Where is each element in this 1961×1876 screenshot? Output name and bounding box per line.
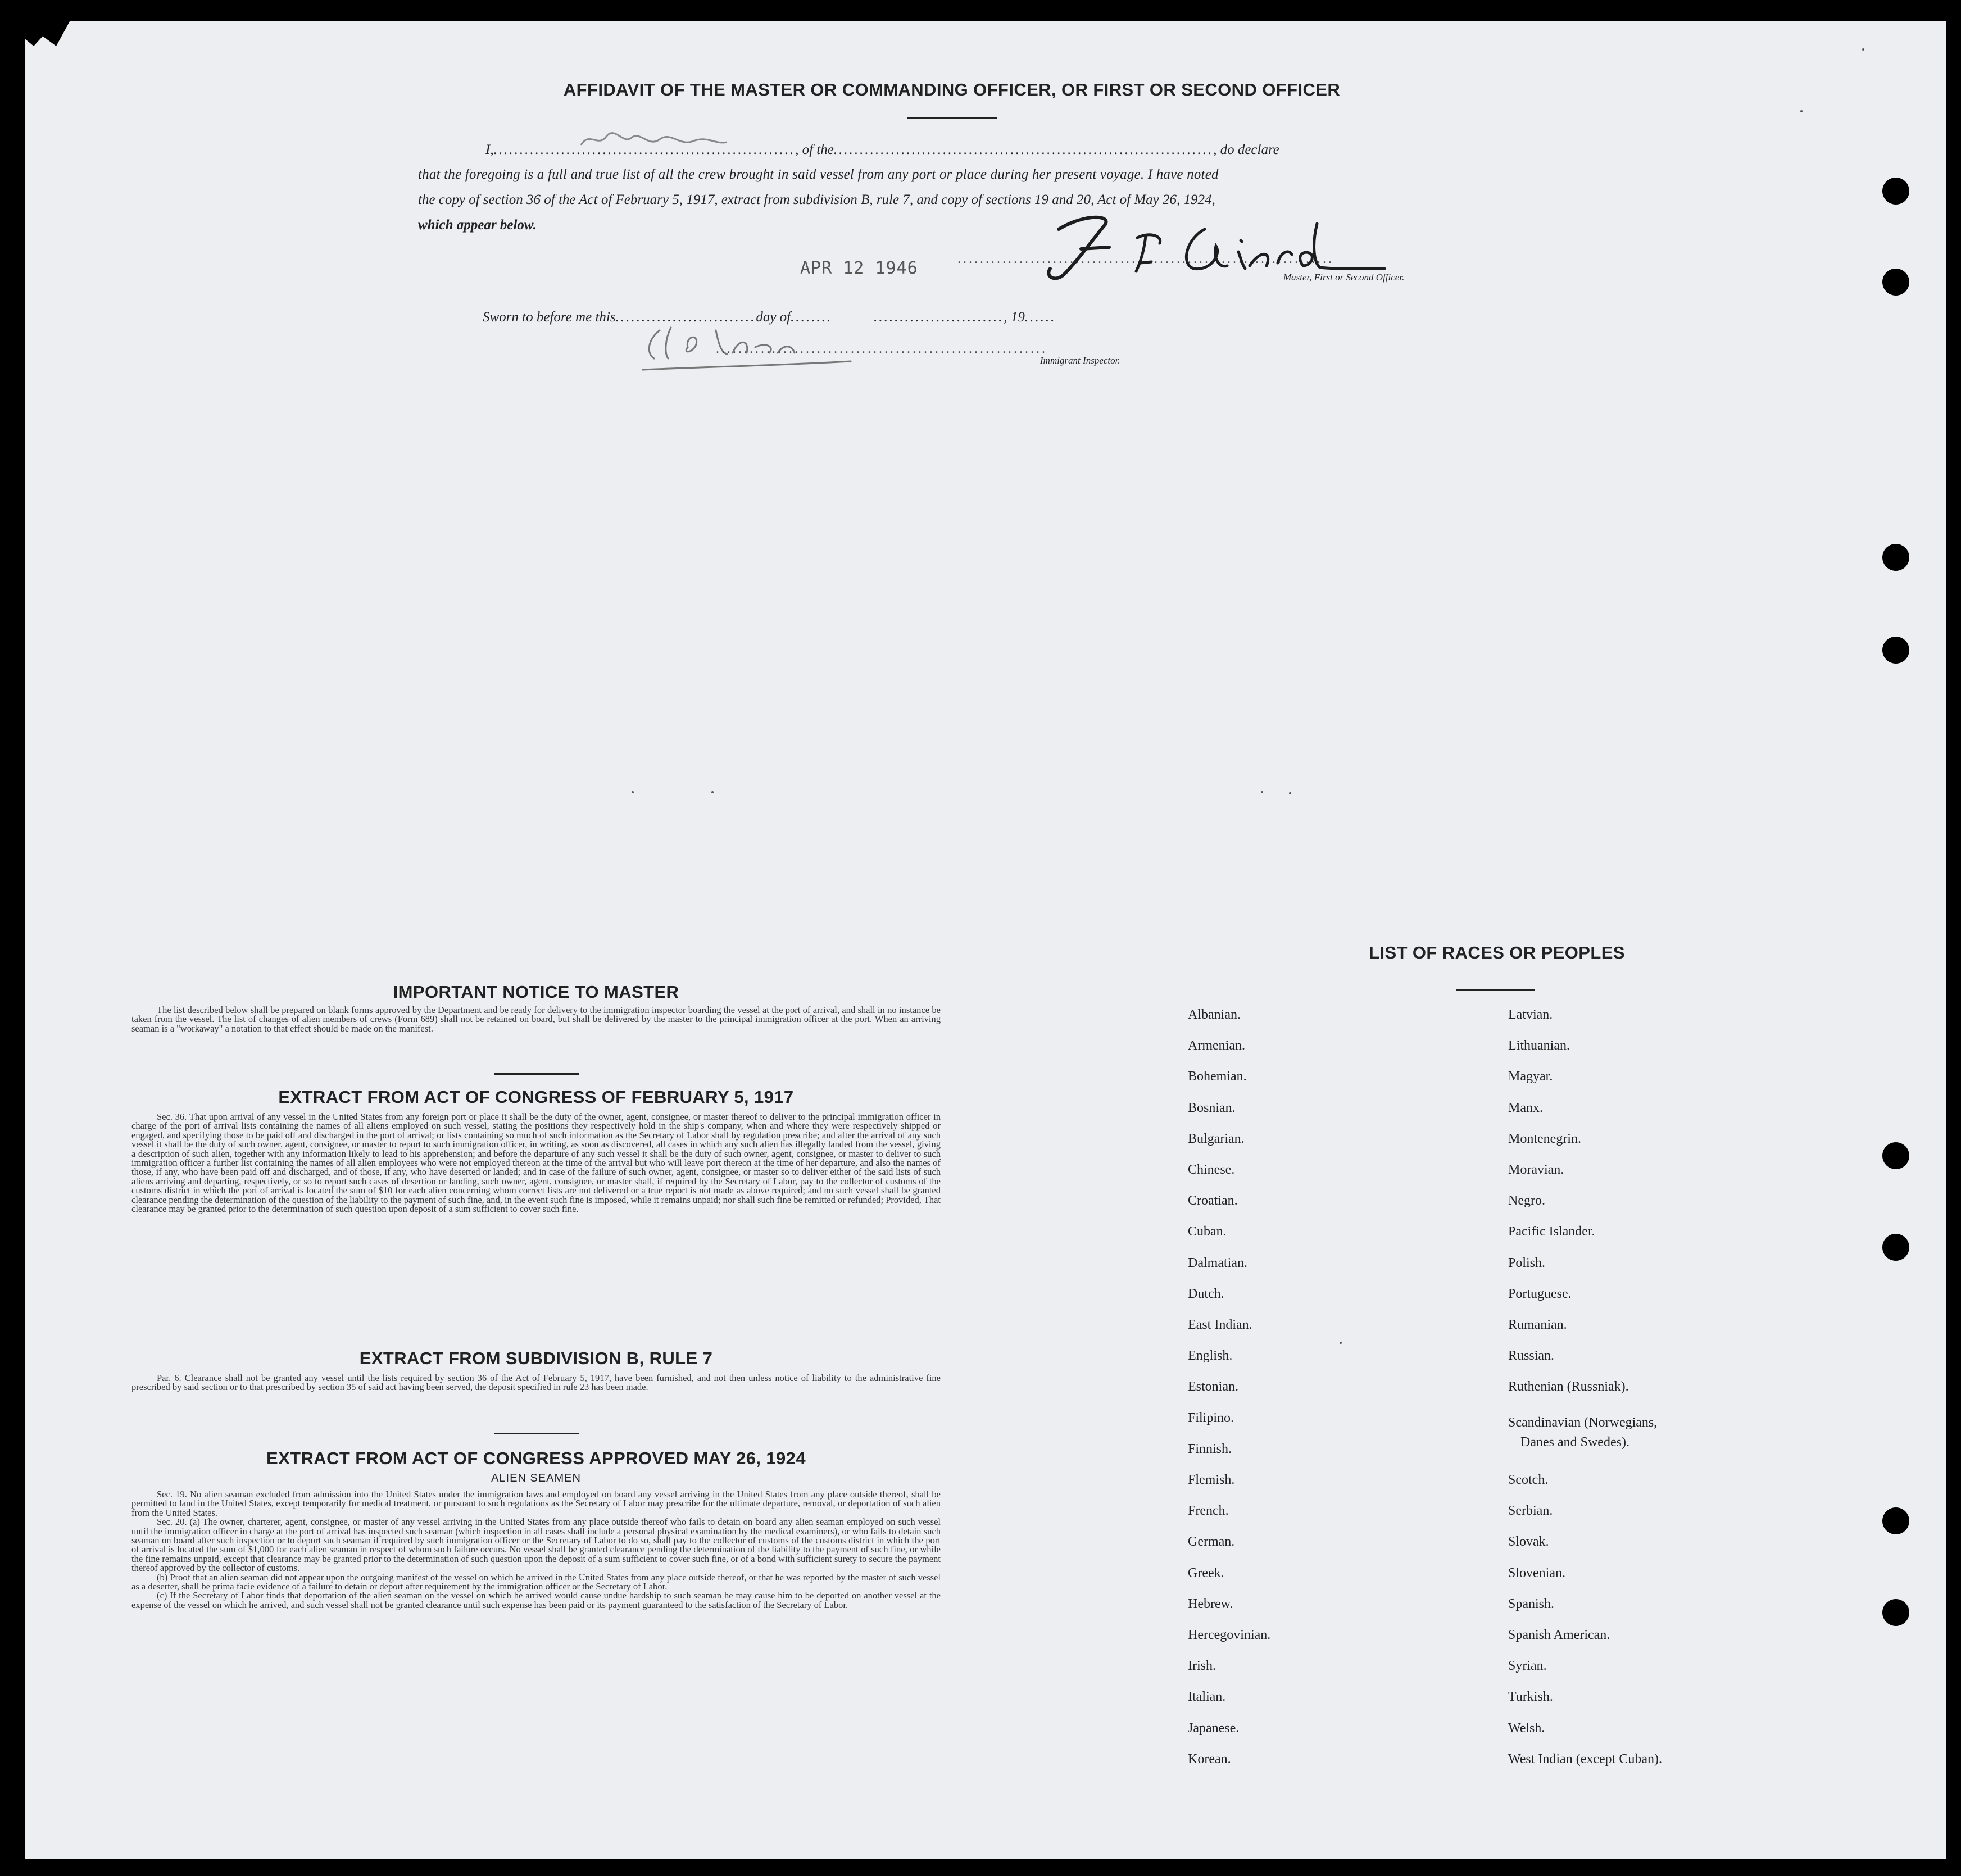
punch-hole: [1882, 637, 1909, 664]
race-item: Dutch.: [1188, 1286, 1224, 1301]
race-item: West Indian (except Cuban).: [1508, 1751, 1662, 1766]
paper-speck: [1800, 110, 1803, 112]
race-item: French.: [1188, 1503, 1229, 1519]
handwritten-name-scribble: [575, 125, 733, 156]
punch-hole: [1882, 1234, 1909, 1261]
race-item: Armenian.: [1188, 1038, 1245, 1053]
extract-1917-paragraph: Sec. 36. That upon arrival of any vessel in the United States from any foreign port or place it shall be the duty of the owner, agent, consignee, or master thereof to deliver to the principal immigration officer in charge of the port of arrival lists containing the names of all aliens employed on such vessel, stating the positions they respectively hold in the ship's company, when and where they were respectively shipped or engaged, and specifying those to be paid off and discharged in the port of arrival; or lists containing so much of such information as the Secretary of Labor shall by regulation prescribe; and after the arrival of any such vessel it shall be the duty of such owner, agent, consignee, or master to report to such immigration officer, in writing, as soon as discovered, all cases in which any such alien has illegally landed from the vessel, giving a description of such alien, together with any information likely to lead to his apprehension; and before the departure of any such vessel it shall be the duty of such owner, agent, consignee, or master to deliver to such immigration officer a further list containing the names of all alien employees who were not employed thereon at the time of the arrival but who will leave port thereon at the time of her departure, and also the names of those, if any, who have been paid off and discharged, and of those, if any, who have deserted or landed; and in case of the failure of such owner, agent, consignee, or master so to deliver either of the said lists of such aliens arriving and departing, respectively, or so to report such cases of desertion or landing, such owner, agent, consignee, or master shall, if required by the Secretary of Labor, pay to the collector of customs of the customs district in which the port of arrival is located the sum of $10 for each alien concerning whom correct lists are not delivered or a true report is not made as above required; and no such vessel shall be granted clearance pending the determination of the question of the liability to the payment of such fine, and, in the event such fine is imposed, while it remains unpaid; nor shall such fine be remitted or refunded; Provided, That clearance may be granted prior to the determination of such question upon deposit of a sum sufficient to cover such fine.: [131, 1111, 941, 1215]
paper-speck: [1862, 48, 1864, 51]
punch-hole: [1882, 178, 1909, 205]
race-item: Ruthenian (Russniak).: [1508, 1379, 1629, 1394]
affidavit-declare-label: do declare: [1220, 142, 1279, 157]
race-item: Moravian.: [1508, 1162, 1564, 1177]
race-item: Bosnian.: [1188, 1100, 1236, 1115]
affidavit-line-1: I,.........................................................., of the........................................................................., do declare: [485, 142, 1279, 157]
race-item: Manx.: [1508, 1100, 1543, 1115]
race-item: Montenegrin.: [1508, 1131, 1581, 1146]
paper-speck: [1289, 792, 1291, 794]
race-item: Syrian.: [1508, 1659, 1547, 1674]
master-label: Master, First or Second Officer.: [1283, 272, 1405, 283]
punch-hole: [1882, 1142, 1909, 1169]
race-item: Estonian.: [1188, 1379, 1238, 1394]
race-item: Scotch.: [1508, 1473, 1549, 1487]
sec-20c-paragraph: (c) If the Secretary of Labor finds that deportation of the alien seaman on the vessel on which he arrived would cause undue hardship to such seaman he may cause him to be deported on another vessel at the expense of the vessel on which he arrived, and such vessel shall not be granted clearance until such expense has been paid or its payment guaranteed to the satisfaction of the Secretary of Labor.: [131, 1590, 941, 1610]
sworn-line: Sworn to before me this...........................day of........ ........................., 19......: [483, 310, 1056, 325]
race-item: Spanish American.: [1508, 1628, 1610, 1642]
race-item: Italian.: [1188, 1689, 1226, 1705]
race-item: Danes and Swedes).: [1520, 1434, 1629, 1450]
race-item: Korean.: [1188, 1751, 1231, 1766]
race-item: Spanish.: [1508, 1596, 1555, 1611]
day-of-label: day of: [756, 310, 791, 325]
race-item: Latvian.: [1508, 1007, 1553, 1022]
race-item: Hercegovinian.: [1188, 1628, 1271, 1642]
paper-speck: [711, 791, 714, 793]
sec-20a-paragraph: Sec. 20. (a) The owner, charterer, agent, consignee, or master of any vessel arriving in the United States from any place outside thereof who fails to detain on board any alien seaman employed on such vessel until the immigration officer in charge at the port of arrival has inspected such seaman (which inspection in all cases shall include a personal physical examination by the medical examiners), or who fails to detain such seaman on board after such inspection or to deport such seaman if required by such immigration officer or the Secretary of Labor to do so, shall pay to the collector of customs of the customs district in which the port of arrival is located the sum of $1,000 for each alien seaman in respect of whom such failure occurs. No vessel shall be granted clearance pending the determination of the liability to the payment of such fine, or while the fine remains unpaid, except that clearance may be granted prior to the determination of such question upon the deposit of a sum sufficient to cover such fine, or of a bond with sufficient surety to secure the payment thereof approved by the collector of customs.: [131, 1516, 941, 1574]
affidavit-line-4: which appear below.: [418, 217, 537, 233]
punch-hole: [1882, 1507, 1909, 1534]
paper-speck: [1261, 791, 1263, 793]
affidavit-title: AFFIDAVIT OF THE MASTER OR COMMANDING OFFICER, OR FIRST OR SECOND OFFICER: [563, 80, 1341, 99]
race-item: Croatian.: [1188, 1193, 1238, 1209]
race-item: Polish.: [1508, 1255, 1546, 1270]
divider: [494, 1073, 579, 1075]
race-item: Filipino.: [1188, 1410, 1234, 1425]
race-item: Irish.: [1188, 1659, 1216, 1674]
race-item: Rumanian.: [1508, 1318, 1567, 1332]
document-page: [25, 21, 1946, 1859]
paper-speck: [1340, 1342, 1342, 1344]
alien-seamen-subtitle: ALIEN SEAMEN: [491, 1472, 581, 1484]
divider: [1456, 989, 1535, 991]
race-item: Hebrew.: [1188, 1596, 1233, 1611]
extract-1917-title: EXTRACT FROM ACT OF CONGRESS OF FEBRUARY 5, 1917: [278, 1087, 794, 1107]
sworn-label: Sworn to before me this: [483, 310, 616, 325]
punch-hole: [1882, 1599, 1909, 1626]
race-item: East Indian.: [1188, 1318, 1252, 1332]
notice-paragraph: The list described below shall be prepared on blank forms approved by the Department and be ready for delivery to the immigration inspector boarding the vessel at the port of arrival, and shall in no instance be taken from the vessel. The list of changes of alien members of crews (Form 689) shall not be retained on board, but shall be delivered by the master to the principal immigration officer at the port. When an arriving seaman is a "workaway" a notation to that effect should be made on the manifest.: [131, 1005, 941, 1034]
sec-19-paragraph: Sec. 19. No alien seaman excluded from admission into the United States under the immigration laws and employed on board any vessel arriving in the United States from any place outside thereof, shall be permitted to land in the United States, except temporarily for medical treatment, or pursuant to such regulations as the Secretary of Labor may prescribe for the ultimate departure, removal, or deportation of such alien from the United States.: [131, 1489, 941, 1518]
divider: [907, 117, 997, 119]
inspector-signature-line: ...........................................................: [716, 342, 1047, 356]
race-item: Bulgarian.: [1188, 1131, 1245, 1146]
affidavit-of-the-label: of the: [802, 142, 834, 157]
rule-7-title: EXTRACT FROM SUBDIVISION B, RULE 7: [359, 1348, 713, 1368]
race-item: Slovenian.: [1508, 1565, 1565, 1580]
punch-hole: [1882, 544, 1909, 571]
race-item: Cuban.: [1188, 1224, 1227, 1239]
extract-1924-title: EXTRACT FROM ACT OF CONGRESS APPROVED MAY 26, 1924: [266, 1448, 806, 1468]
affidavit-line-3: the copy of section 36 of the Act of February 5, 1917, extract from subdivision B, rule 7, and copy of sections 19 and 20, Act of May 26, 1924,: [418, 192, 1215, 207]
race-item: Portuguese.: [1508, 1286, 1572, 1301]
date-stamp: APR 12 1946: [800, 258, 918, 278]
sec-20b-paragraph: (b) Proof that an alien seaman did not appear upon the outgoing manifest of the vessel on which he arrived in the United States from any place outside thereof, or that he was reported by the master of such vessel as a deserter, shall be prima facie evidence of a failure to detain or deport after requirement by the immigration officer or the Secretary of Labor.: [131, 1571, 941, 1592]
race-item: Serbian.: [1508, 1503, 1553, 1519]
race-item: Flemish.: [1188, 1473, 1235, 1487]
notice-title: IMPORTANT NOTICE TO MASTER: [393, 982, 679, 1002]
extract-1924-text: [131, 1490, 941, 1610]
race-item: German.: [1188, 1534, 1235, 1550]
races-title: LIST OF RACES OR PEOPLES: [1369, 943, 1625, 962]
race-item: Japanese.: [1188, 1720, 1240, 1736]
race-item: Welsh.: [1508, 1720, 1545, 1736]
race-item: Chinese.: [1188, 1162, 1235, 1177]
race-item: Dalmatian.: [1188, 1255, 1247, 1270]
inspector-label: Immigrant Inspector.: [1040, 355, 1120, 366]
affidavit-i-label: I,: [485, 142, 494, 157]
race-item: Turkish.: [1508, 1689, 1553, 1705]
race-item: Negro.: [1508, 1193, 1545, 1209]
race-item: Magyar.: [1508, 1069, 1553, 1084]
race-item: Greek.: [1188, 1565, 1224, 1580]
corner-tear-mark: [25, 21, 70, 46]
race-item: Lithuanian.: [1508, 1038, 1570, 1053]
master-signature-line: ...................................................................: [957, 252, 1334, 266]
race-item: Russian.: [1508, 1348, 1555, 1364]
race-item: Albanian.: [1188, 1007, 1241, 1022]
extract-1917-text: [131, 1112, 941, 1214]
race-item: Slovak.: [1508, 1534, 1549, 1550]
year-label: 19: [1010, 310, 1025, 325]
notice-text: [131, 1006, 941, 1033]
divider: [494, 1433, 579, 1434]
rule-7-paragraph: Par. 6. Clearance shall not be granted any vessel until the lists required by section 36 of the Act of February 5, 1917, have been furnished, and not then unless notice of liability to the administrative fine prescribed by said section or to that prescribed by section 35 of said act having been served, the deposit specified in rule 23 has been made.: [131, 1373, 941, 1393]
punch-hole: [1882, 269, 1909, 296]
race-item: Bohemian.: [1188, 1069, 1247, 1084]
race-item: Scandinavian (Norwegians,: [1508, 1415, 1658, 1430]
rule-7-text: [131, 1374, 941, 1392]
race-item: Pacific Islander.: [1508, 1224, 1595, 1239]
race-item: English.: [1188, 1348, 1233, 1364]
race-item: Finnish.: [1188, 1441, 1232, 1456]
paper-speck: [632, 791, 634, 793]
affidavit-line-2: that the foregoing is a full and true list of all the crew brought in said vessel from any port or place during her present voyage. I have noted: [418, 167, 1219, 182]
